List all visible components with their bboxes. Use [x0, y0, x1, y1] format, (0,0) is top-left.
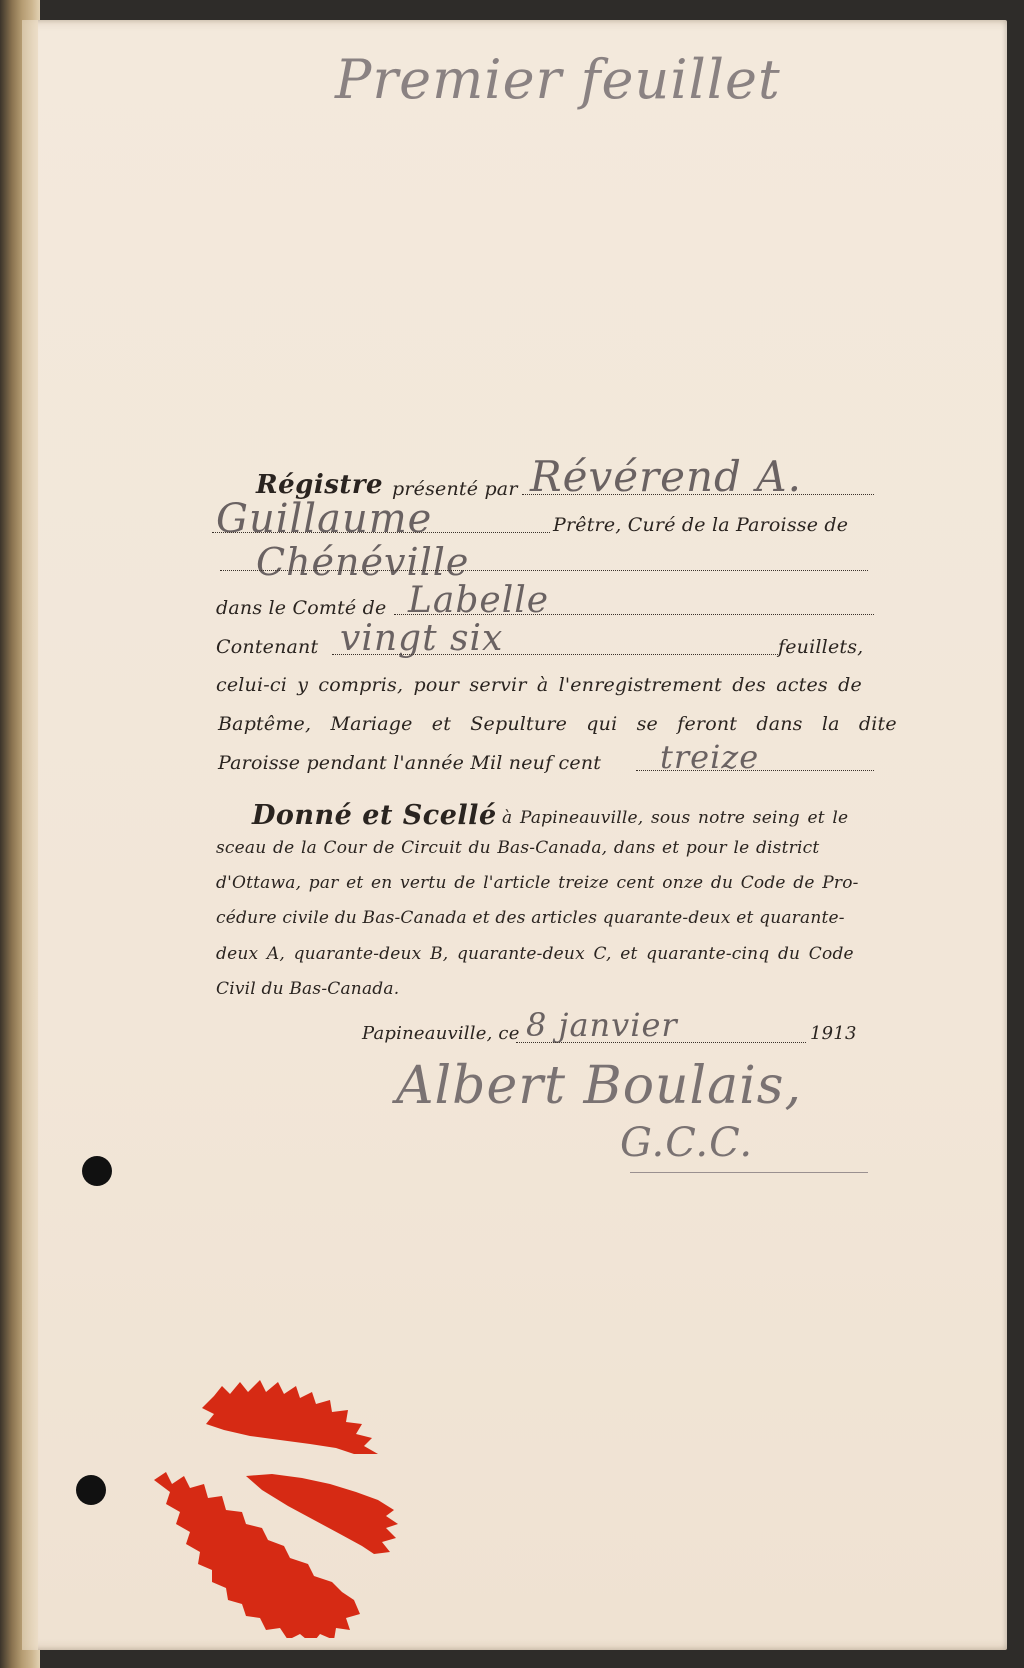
seal-line-5: deux A, quarante-deux B, quarante-deux C, et quarante-cinq du Code: [216, 944, 854, 964]
seal-line-4: cédure civile du Bas-Canada et des articles quarante-deux et quarante-: [216, 908, 845, 928]
rule-presente-par: [522, 494, 874, 495]
signature-title: G.C.C.: [620, 1120, 754, 1166]
label-registre: Régistre: [256, 470, 384, 500]
label-contenant: Contenant: [216, 636, 319, 658]
page-gutter: [22, 20, 38, 1650]
label-paroisse-annee: Paroisse pendant l'année Mil neuf cent: [218, 752, 602, 774]
rule-contenant: [332, 654, 778, 655]
wax-fragment-top: [202, 1380, 378, 1454]
label-donne-scelle: Donné et Scellé: [252, 800, 497, 831]
date-year: 1913: [810, 1023, 857, 1044]
seal-line-2: sceau de la Cour de Circuit du Bas-Canada, dans et pour le district: [216, 838, 820, 858]
label-pretre: Prêtre, Curé de la Paroisse de: [553, 514, 849, 536]
label-presente-par: présenté par: [392, 478, 518, 500]
fill-annee: treize: [660, 738, 760, 776]
punch-hole-top: [82, 1156, 112, 1186]
fill-date: 8 janvier: [526, 1006, 678, 1044]
fill-comte: Labelle: [408, 580, 550, 621]
handwritten-title: Premier feuillet: [335, 48, 781, 111]
fill-contenant: vingt six: [340, 618, 504, 659]
label-comte: dans le Comté de: [216, 597, 387, 619]
signature-underline: [630, 1172, 868, 1173]
fill-presente-par: Révérend A.: [530, 452, 802, 501]
seal-line-3: d'Ottawa, par et en vertu de l'article treize cent onze du Code de Pro-: [216, 873, 859, 893]
line-bapteme: Baptême, Mariage et Sepulture qui se feront dans la dite: [218, 713, 897, 735]
label-place: Papineauville, ce: [362, 1023, 520, 1044]
punch-hole-bottom: [76, 1475, 106, 1505]
label-feuillets: feuillets,: [778, 636, 864, 658]
seal-line-6: Civil du Bas-Canada.: [216, 979, 400, 999]
rule-annee: [636, 770, 874, 771]
line-celui: celui-ci y compris, pour servir à l'enregistrement des actes de: [216, 674, 862, 696]
rule-date: [516, 1042, 806, 1043]
signature-name: Albert Boulais,: [396, 1056, 803, 1116]
rule-name: [212, 532, 550, 533]
seal-line-1: à Papineauville, sous notre seing et le: [502, 808, 849, 828]
fill-name: Guillaume: [216, 496, 433, 542]
rule-comte: [394, 614, 874, 615]
wax-seal-fragments: [150, 1378, 470, 1638]
rule-paroisse: [220, 570, 868, 571]
fill-paroisse: Chénéville: [256, 540, 470, 584]
